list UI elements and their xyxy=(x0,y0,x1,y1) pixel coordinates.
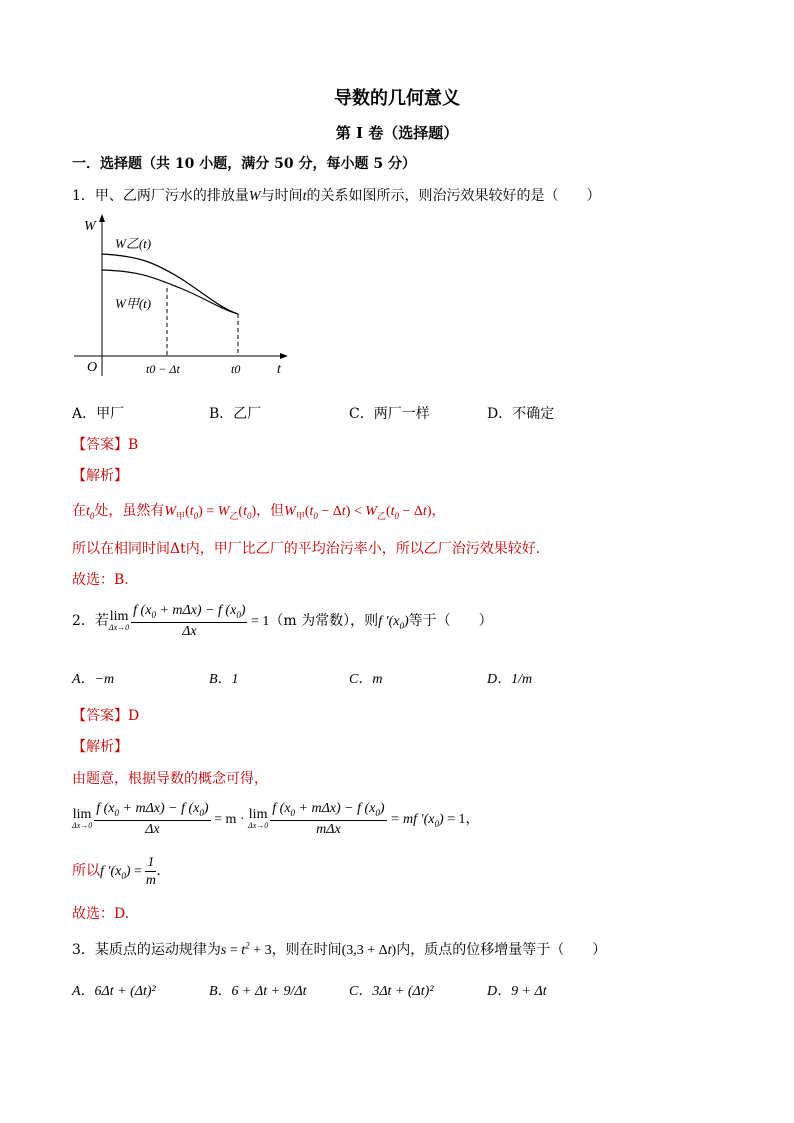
formula-f-prime: f $'(x_0)$ xyxy=(378,614,409,631)
q1-option-c: C．两厂一样 xyxy=(349,406,430,422)
q3-stem-part-a: 3．某质点的运动规律为 xyxy=(72,942,221,958)
q3-option-d: D．9 + Δt xyxy=(487,984,547,999)
q2-derivation: lim Δx→0 $\frac{f (x_0 + m\Delta x) - f (x_0)}{\Delta x}$ = m · lim Δx→0 $\frac{f (x_0 + m\Delta x) - f (x_0)}{\text{mΔx}}$ = mf $'(x_0) = 1$， xyxy=(72,801,480,837)
tick-label-t0: t0 xyxy=(231,362,241,376)
q2-analysis-label: 【解析】 xyxy=(72,739,128,755)
question-2-stem: 2．若 lim Δx→0 $\frac{f (x_0 + m\Delta x) - f (x_0)}{\Delta x}$ = 1（m 为常数），则f $'(x_0)$等于（ ） xyxy=(72,603,493,639)
difference-quotient-m: $\frac{f (x_0 + m\Delta x) - f (x_0)}{\text{mΔx}}$ xyxy=(272,801,385,837)
formula-w-less: $W_甲(t_0 - \Delta t) < W_乙(t_0 - \Delta t)$ xyxy=(284,504,432,521)
q2-stem-part-c: 等于（ ） xyxy=(408,613,493,630)
formula-s: $s = t^2 + 3$ xyxy=(220,940,272,958)
question-3-stem xyxy=(72,939,606,959)
page-subtitle: 第 I 卷（选择题） xyxy=(335,124,459,142)
difference-quotient: $\frac{f (x_0 + m\Delta x) - f (x_0)}{\Delta x}$ xyxy=(96,801,209,837)
formula-interval: (3,3 + Δt) xyxy=(341,943,397,958)
q3-stem-part-c: 内，质点的位移增量等于（ ） xyxy=(396,942,607,958)
q1-analysis-text-c: ，但 xyxy=(256,503,285,519)
curve-label-w-jia: W甲(t) xyxy=(115,296,152,311)
q1-option-d: D．不确定 xyxy=(487,406,555,422)
curve-label-w-yi: W乙(t) xyxy=(115,236,152,251)
q1-var-t: t xyxy=(302,189,307,204)
q2-analysis-text: 所以 xyxy=(72,863,100,880)
q1-stem-part-b: 与时间 xyxy=(260,188,303,204)
q1-stem-part-a: 1．甲、乙两厂污水的排放量 xyxy=(72,188,249,204)
q3-stem-part-b: ，则在时间 xyxy=(271,942,342,958)
q1-analysis-line-1: 在$t_0$处，虽然有$W_甲(t_0) = W_乙(t_0)$，但$W_甲(t_0 - \Delta t) < W_乙(t_0 - \Delta t)$， xyxy=(72,503,446,521)
q1-option-a: A．甲厂 xyxy=(72,406,125,422)
axis-label-w: W xyxy=(84,219,96,234)
q1-figure xyxy=(70,208,292,390)
q1-analysis-text-b: 处，虽然有 xyxy=(94,503,165,519)
limit-operator: lim Δx→0 xyxy=(108,609,130,633)
q1-analysis-line-2: 所以在相同时间Δt内，甲厂比乙厂的平均治污率小，所以乙厂治污效果较好． xyxy=(72,541,550,557)
limit-operator: lim Δx→0 xyxy=(72,807,93,831)
q2-option-d: D．1/m xyxy=(487,672,533,687)
q3-option-b: B．6 + Δt + 9/Δt xyxy=(209,984,307,999)
q2-option-c: C．m xyxy=(349,672,383,687)
q2-stem-part-a: 2．若 xyxy=(72,613,109,630)
x-axis-arrow xyxy=(280,353,288,359)
q2-analysis-line-3: 所以f $'(x_0)$ = $\frac{1}{m}$ . xyxy=(72,855,161,889)
q2-option-b: B．1 xyxy=(209,672,239,687)
formula-t0: $t_0$ xyxy=(86,504,95,521)
q1-analysis-label: 【解析】 xyxy=(72,468,128,484)
q3-option-a: A．6Δt + (Δt)² xyxy=(72,984,156,999)
page-title: 导数的几何意义 xyxy=(334,88,460,109)
q1-graph-svg xyxy=(70,208,292,390)
q2-conclusion: 故选：D. xyxy=(72,906,130,922)
tick-label-t0-minus-dt: t0 − Δt xyxy=(146,362,180,376)
q1-conclusion: 故选：B. xyxy=(72,572,129,588)
q2-stem-part-b: （m 为常数），则 xyxy=(269,613,379,630)
y-axis-arrow xyxy=(99,214,105,222)
section-heading: 一．选择题（共 10 小题，满分 50 分，每小题 5 分） xyxy=(72,156,416,172)
q1-analysis-text-a: 在 xyxy=(72,503,86,519)
q2-option-a: A．−m xyxy=(72,672,115,687)
q1-answer: 【答案】B xyxy=(72,437,139,453)
limit-operator: lim Δx→0 xyxy=(248,807,269,831)
q2-analysis-line-1: 由题意，根据导数的概念可得， xyxy=(72,771,268,787)
formula-w-equal: $W_甲(t_0) = W_乙(t_0)$ xyxy=(164,504,257,521)
question-1-stem xyxy=(72,185,600,205)
axis-label-t: t xyxy=(277,362,281,377)
q1-var-w: W xyxy=(248,189,261,204)
q1-option-b: B．乙厂 xyxy=(209,406,262,422)
origin-label: O xyxy=(87,360,98,375)
formula-result: f $'(x_0)$ = $\frac{1}{m}$ xyxy=(100,855,156,889)
difference-quotient: $\frac{f (x_0 + m\Delta x) - f (x_0)}{\Delta x}$ xyxy=(133,603,246,639)
q3-option-c: C．3Δt + (Δt)² xyxy=(349,984,434,999)
q2-answer: 【答案】D xyxy=(72,708,140,724)
q1-stem-part-c: 的关系如图所示，则治污效果较好的是（ ） xyxy=(306,188,601,204)
